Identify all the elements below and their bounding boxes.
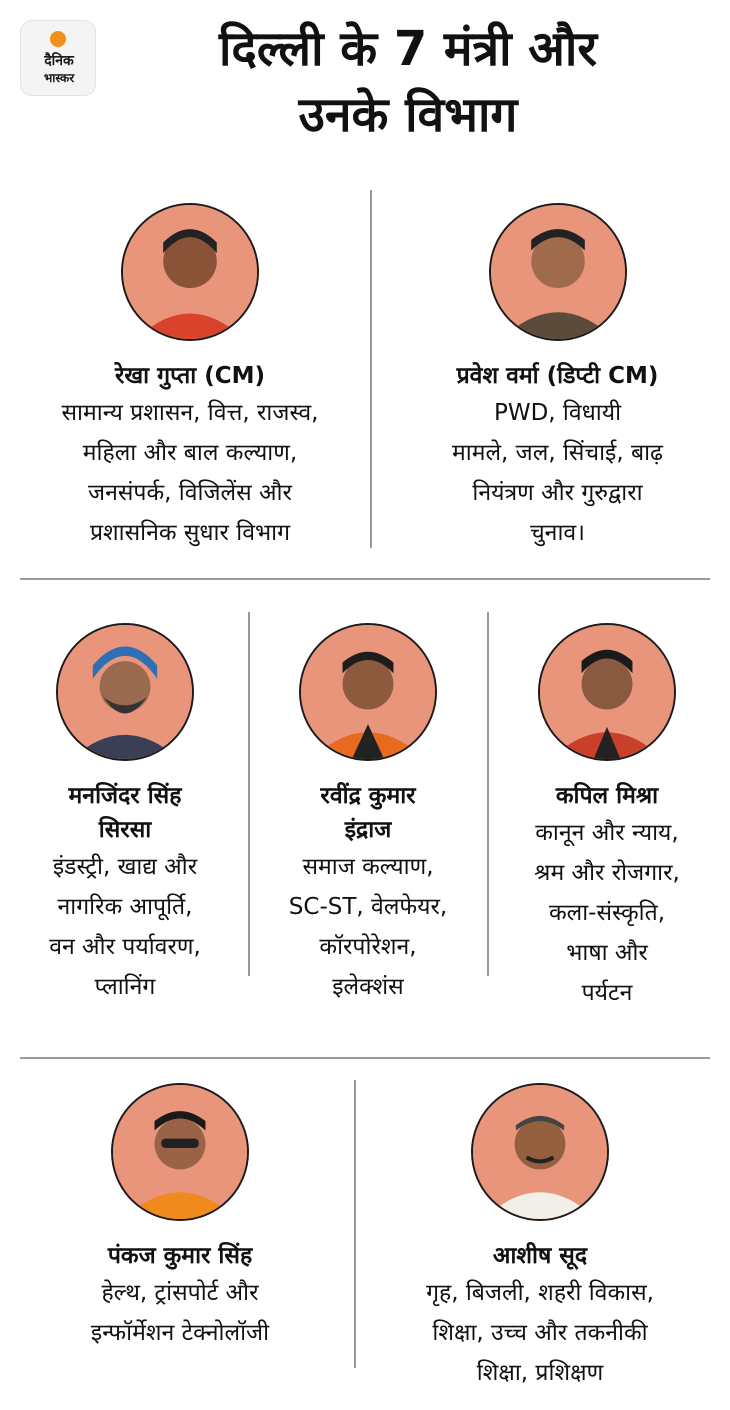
divider-horizontal-1 — [20, 578, 710, 580]
divider-row2-right — [487, 612, 489, 976]
minister-card — [10, 1083, 350, 1353]
minister-photo — [538, 623, 676, 761]
minister-departments: PWD, विधायी मामले, जल, सिंचाई, बाढ़ नियंत्रण और गुरुद्वारा चुनाव। — [452, 400, 663, 546]
minister-card — [253, 623, 483, 1007]
sun-icon — [50, 31, 66, 47]
minister-card — [492, 623, 722, 1013]
minister-name: मनजिंदर सिंह सिरसा — [68, 783, 182, 843]
minister-photo — [56, 623, 194, 761]
minister-photo — [471, 1083, 609, 1221]
minister-name: रेखा गुप्ता (CM) — [114, 363, 266, 389]
minister-card — [10, 623, 240, 1007]
minister-departments: समाज कल्याण, SC-ST, वेलफेयर, कॉरपोरेशन, इलेक्शंस — [288, 854, 448, 1000]
minister-photo — [111, 1083, 249, 1221]
minister-name: कपिल मिश्रा — [555, 783, 659, 809]
title-line1: दिल्ली के 7 मंत्री और — [218, 21, 598, 77]
minister-photo — [299, 623, 437, 761]
divider-row2-left — [248, 612, 250, 976]
minister-departments: कानून और न्याय, श्रम और रोजगार, कला-संस्कृति, भाषा और पर्यटन — [534, 820, 680, 1006]
minister-departments: हेल्थ, ट्रांसपोर्ट और इन्फॉर्मेशन टेक्नोलॉजी — [90, 1280, 270, 1346]
minister-name: पंकज कुमार सिंह — [107, 1243, 253, 1269]
divider-horizontal-2 — [20, 1057, 710, 1059]
minister-name: आशीष सूद — [492, 1243, 588, 1269]
minister-departments: गृह, बिजली, शहरी विकास, शिक्षा, उच्च और तकनीकी शिक्षा, प्रशिक्षण — [426, 1280, 654, 1386]
minister-photo — [121, 203, 259, 341]
page-title — [108, 16, 708, 148]
minister-card — [360, 1083, 720, 1393]
minister-name: रवींद्र कुमार इंद्राज — [320, 783, 416, 843]
minister-card — [10, 203, 370, 553]
divider-row3 — [354, 1080, 356, 1368]
title-line2: उनके विभाग — [298, 87, 518, 143]
minister-photo — [489, 203, 627, 341]
divider-row1 — [370, 190, 372, 548]
minister-departments: सामान्य प्रशासन, वित्त, राजस्व, महिला और बाल कल्याण, जनसंपर्क, विजिलेंस और प्रशासनिक सुधार विभाग — [61, 400, 319, 546]
dainik-bhaskar-logo — [20, 20, 96, 96]
minister-card — [380, 203, 730, 553]
logo-text-line2: भास्कर — [43, 71, 75, 85]
minister-name: प्रवेश वर्मा (डिप्टी CM) — [456, 363, 659, 389]
logo-text-line1: दैनिक — [44, 53, 74, 69]
minister-departments: इंडस्ट्री, खाद्य और नागरिक आपूर्ति, वन और पर्यावरण, प्लानिंग — [49, 854, 201, 1000]
